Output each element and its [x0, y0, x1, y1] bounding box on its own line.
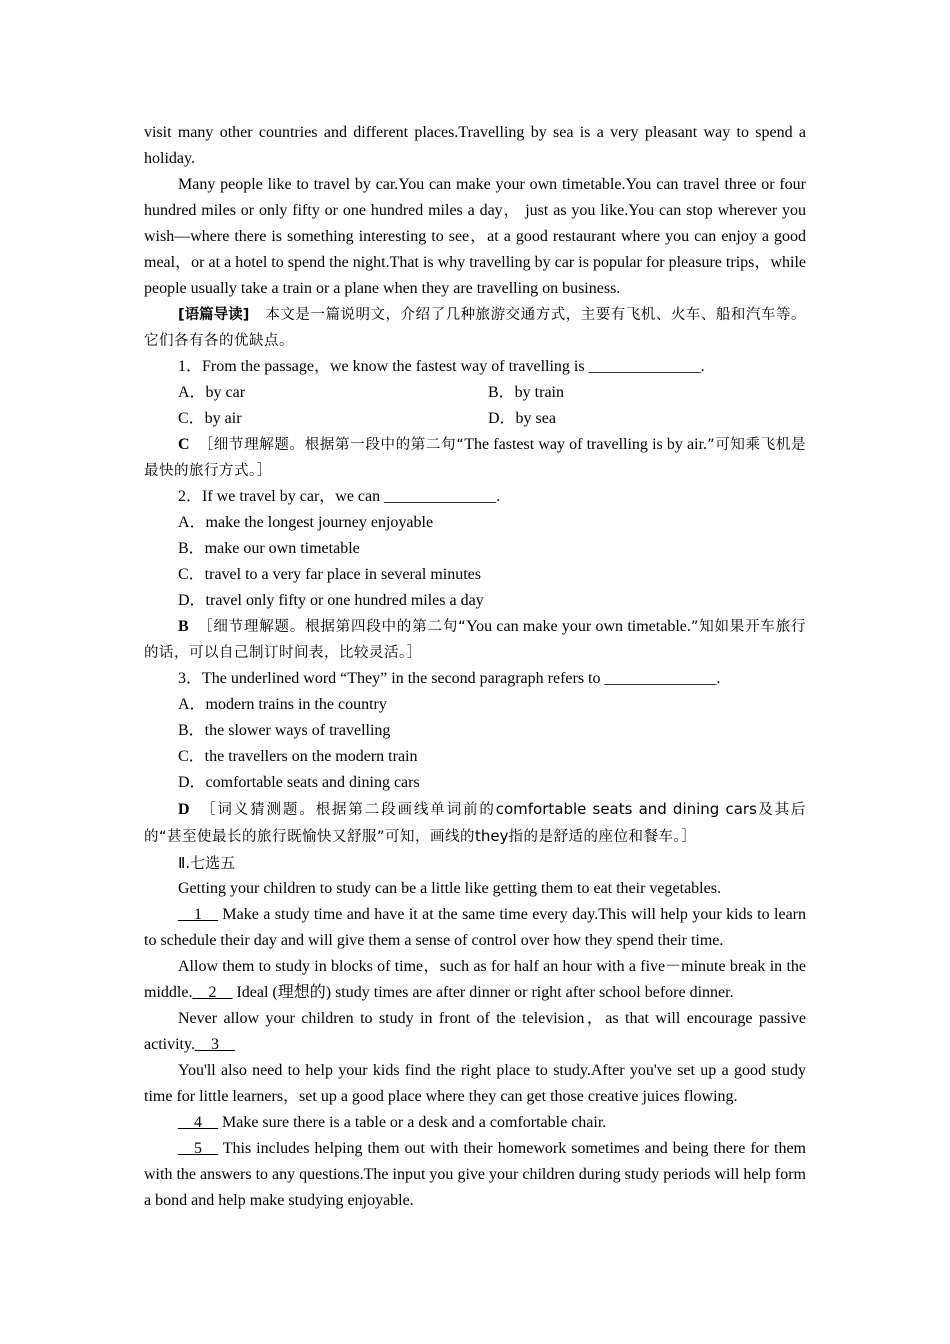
guide-label: [语篇导读]: [178, 307, 250, 323]
section-2-paragraph-6-text: This includes helping them out with their homework sometimes and being there for them with the answers to any questions.The input you give your children during study periods will help form a bond and help make studying enjoyable.: [144, 1140, 806, 1209]
question-1-option-c: C．by air: [178, 410, 242, 427]
question-2-explanation-quote: You can make your own timetable.: [466, 618, 691, 635]
section-2-paragraph-2: [144, 954, 806, 1006]
document-page: [144, 120, 806, 1214]
section-2-intro: Getting your children to study can be a little like getting them to eat their vegetables.: [178, 880, 721, 897]
question-1-options-row-2: [144, 406, 806, 432]
blank-2: __2__: [192, 984, 233, 1001]
question-1-explanation: [144, 432, 806, 484]
question-1-stem: 1．From the passage，we know the fastest way of travelling is ______________.: [178, 358, 705, 375]
section-2-paragraph-1-text: Make a study time and have it at the same time every day.This will help your kids to learn to schedule their day and will give them a sense of control over how they spend their time.: [144, 906, 806, 949]
question-3-option-a: A．modern trains in the country: [178, 696, 387, 713]
question-3-explanation: [144, 796, 806, 850]
question-1-option-a: A．by car: [178, 384, 246, 401]
blank-5: __5__: [178, 1140, 218, 1157]
guide-text: 本文是一篇说明文，介绍了几种旅游交通方式，主要有飞机、火车、船和汽车等。它们各有各的优缺点。: [144, 307, 806, 349]
question-1-option-b: B．by train: [488, 384, 564, 401]
question-1-options-row-1: [144, 380, 806, 406]
question-3-answer: D: [178, 801, 190, 818]
question-3-explanation-text: ［词义猜测题。根据第二段画线单词前的: [208, 802, 496, 818]
section-2-paragraph-1: [144, 902, 806, 954]
question-3-option-d: D．comfortable seats and dining cars: [178, 774, 420, 791]
section-2-paragraph-3-text: Never allow your children to study in front of the television，as that will encourage passive activity.: [144, 1010, 806, 1053]
question-2-explanation-text: ［细节理解题。根据第四段中的第二句“: [205, 619, 467, 635]
question-3-stem: 3．The underlined word “They” in the second paragraph refers to ______________.: [178, 670, 721, 687]
question-1-explanation-text-2: ”可知乘飞机是最快的旅行方式。］: [144, 437, 806, 479]
question-2-explanation: [144, 614, 806, 666]
section-2-paragraph-6: [144, 1136, 806, 1214]
section-2-paragraph-3: [144, 1006, 806, 1058]
question-3-explanation-quote-2: they: [475, 827, 509, 845]
question-2-option-a: A．make the longest journey enjoyable: [178, 514, 434, 531]
question-3-explanation-text-3: 指的是舒适的座位和餐车。］: [508, 829, 697, 845]
section-2-paragraph-5-text: Make sure there is a table or a desk and a comfortable chair.: [218, 1114, 607, 1131]
question-1-option-d: D．by sea: [488, 410, 556, 427]
passage-paragraph-2: Many people like to travel by car.You can make your own timetable.You can travel three or four hundred miles or only fifty or one hundred miles a day， just as you like.You can stop wherever you wish—where there is something interesting to see，at a good restaurant where you can enjoy a good meal，or at a hotel to spend the night.That is why travelling by car is popular for pleasure trips，while people usually take a train or a plane when they are travelling on business.: [144, 176, 806, 297]
blank-3: __3__: [194, 1036, 235, 1053]
question-3-explanation-text-2: 及其后的“甚至使最长的旅行既愉快又舒服”可知，画线的: [144, 802, 806, 845]
passage-paragraph-1-continuation: visit many other countries and different places.Travelling by sea is a very pleasant way to spend a holiday.: [144, 124, 806, 167]
question-3-option-c: C．the travellers on the modern train: [178, 748, 418, 765]
section-2-title: Ⅱ.七选五: [178, 854, 236, 872]
section-2-paragraph-4: You'll also need to help your kids find the right place to study.After you've set up a good study time for little learners，set up a good place where they can get those creative juices flowing.: [144, 1062, 806, 1105]
question-2-option-c: C．travel to a very far place in several minutes: [178, 566, 481, 583]
question-3-explanation-quote: comfortable seats and dining cars: [495, 800, 757, 818]
blank-4: __4__: [178, 1114, 218, 1131]
question-1-answer: C: [178, 436, 190, 453]
blank-1: __1__: [178, 906, 218, 923]
guide-paragraph: [144, 302, 806, 354]
section-2-paragraph-2-text-2: Ideal (理想的) study times are after dinner or right after school before dinner.: [232, 984, 734, 1001]
question-2-explanation-text-2: ”知如果开车旅行的话，可以自己制订时间表，比较灵活。］: [144, 619, 807, 661]
section-2-paragraph-5: [144, 1110, 806, 1136]
question-2-answer: B: [178, 618, 189, 635]
section-2-paragraph-2-text: Allow them to study in blocks of time，such as for half an hour with a five－minute break in the middle.: [144, 958, 806, 1001]
question-1-explanation-text: ［细节理解题。根据第一段中的第二句“: [205, 437, 465, 453]
question-2-stem: 2．If we travel by car，we can ______________.: [178, 488, 501, 505]
question-2-option-b: B．make our own timetable: [178, 540, 360, 557]
question-1-explanation-quote: The fastest way of travelling is by air.: [464, 436, 708, 453]
question-2-option-d: D．travel only fifty or one hundred miles a day: [178, 592, 484, 609]
question-3-option-b: B．the slower ways of travelling: [178, 722, 391, 739]
